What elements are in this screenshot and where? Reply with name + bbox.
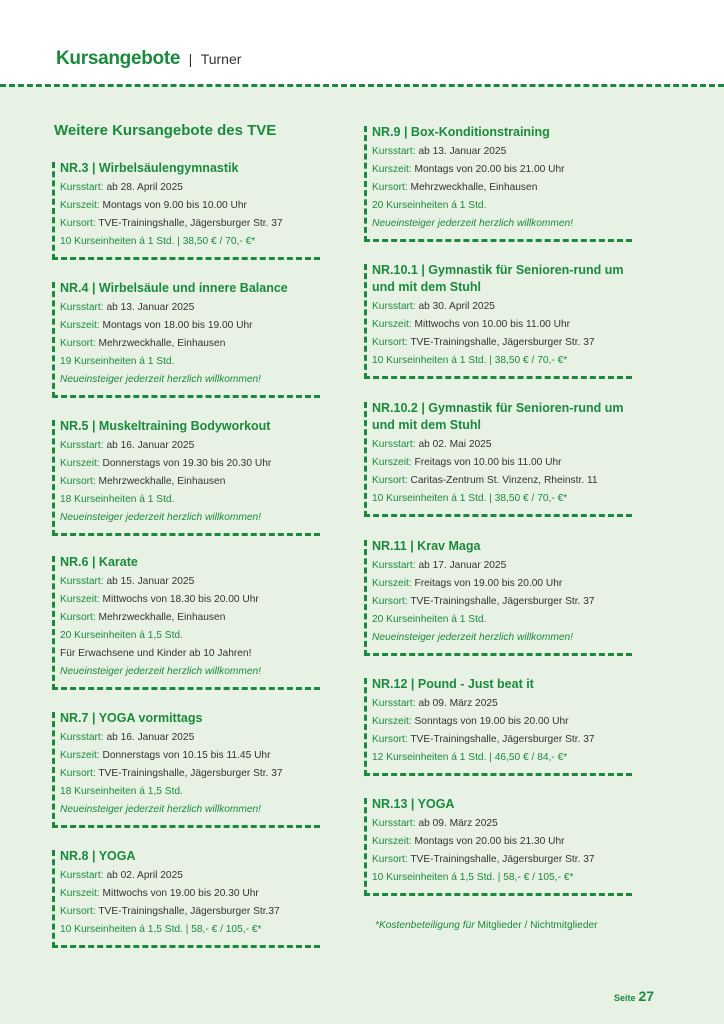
- title-separator: |: [188, 51, 193, 67]
- course-card: [52, 418, 320, 536]
- time-label: Kurszeit:: [372, 716, 412, 727]
- course-price: 10 Kurseinheiten á 1,5 Std. | 58,- € / 105,- €*: [372, 872, 574, 883]
- location-label: Kursort:: [372, 475, 408, 486]
- time-label: Kurszeit:: [60, 458, 100, 469]
- course-start: [372, 557, 632, 575]
- start-label: Kursstart:: [372, 560, 416, 571]
- course-border: [52, 556, 55, 690]
- course-time: [60, 591, 320, 609]
- location-value: Mehrzweckhalle, Einhausen: [98, 476, 226, 487]
- location-label: Kursort:: [60, 612, 96, 623]
- course-divider: [52, 687, 320, 690]
- course-card: [364, 538, 632, 656]
- section-heading: Weitere Kursangebote des TVE: [54, 122, 277, 139]
- location-label: Kursort:: [60, 476, 96, 487]
- start-value: ab 16. Januar 2025: [106, 440, 195, 451]
- course-border: [364, 798, 367, 896]
- course-start: [372, 436, 632, 454]
- start-label: Kursstart:: [60, 732, 104, 743]
- course-time: [372, 454, 632, 472]
- page-number-value: 27: [638, 988, 655, 1004]
- welcome-note: Neueinsteiger jederzeit herzlich willkommen!: [60, 512, 262, 523]
- location-value: TVE-Trainingshalle, Jägersburger Str. 37: [410, 854, 595, 865]
- course-border: [52, 850, 55, 948]
- course-price: 20 Kurseinheiten á 1 Std.: [372, 614, 487, 625]
- header-divider: [0, 84, 724, 87]
- course-location: [60, 903, 320, 921]
- course-start: [372, 143, 632, 161]
- course-title: NR.8 | YOGA: [60, 849, 136, 863]
- title-main: Kursangebote: [56, 48, 181, 69]
- start-label: Kursstart:: [60, 182, 104, 193]
- location-label: Kursort:: [372, 182, 408, 193]
- welcome-note: Neueinsteiger jederzeit herzlich willkommen!: [60, 804, 262, 815]
- course-border: [52, 282, 55, 398]
- course-location: [60, 335, 320, 353]
- start-value: ab 16. Januar 2025: [106, 732, 195, 743]
- course-start: [372, 815, 632, 833]
- course-time: [60, 747, 320, 765]
- course-border: [52, 712, 55, 828]
- course-location: [372, 179, 632, 197]
- welcome-note: Neueinsteiger jederzeit herzlich willkommen!: [372, 218, 574, 229]
- start-value: ab 13. Januar 2025: [418, 146, 507, 157]
- course-card: [364, 400, 632, 517]
- course-title: NR.7 | YOGA vormittags: [60, 711, 203, 725]
- start-value: ab 17. Januar 2025: [418, 560, 507, 571]
- course-border: [52, 420, 55, 536]
- course-card: [52, 848, 320, 948]
- time-value: Montags von 18.00 bis 19.00 Uhr: [102, 320, 253, 331]
- footnote-emphasis: *Kostenbeteiligung für: [375, 920, 475, 931]
- course-card: [52, 554, 320, 690]
- time-value: Donnerstags von 19.30 bis 20.30 Uhr: [102, 458, 272, 469]
- course-time: [60, 455, 320, 473]
- start-value: ab 30. April 2025: [418, 301, 495, 312]
- course-title: NR.5 | Muskeltraining Bodyworkout: [60, 419, 271, 433]
- course-card: [52, 160, 320, 260]
- start-value: ab 13. Januar 2025: [106, 302, 195, 313]
- time-label: Kurszeit:: [60, 888, 100, 899]
- course-price: 10 Kurseinheiten á 1,5 Std. | 58,- € / 105,- €*: [60, 924, 262, 935]
- start-value: ab 09. März 2025: [418, 698, 498, 709]
- course-title: NR.3 | Wirbelsäulengymnastik: [60, 161, 239, 175]
- location-label: Kursort:: [372, 337, 408, 348]
- start-value: ab 02. April 2025: [106, 870, 183, 881]
- course-price: 10 Kurseinheiten á 1 Std. | 38,50 € / 70,- €*: [60, 236, 256, 247]
- course-divider: [364, 239, 632, 242]
- course-border: [364, 402, 367, 517]
- start-label: Kursstart:: [60, 302, 104, 313]
- course-price: 10 Kurseinheiten á 1 Std. | 38,50 € / 70,- €*: [372, 493, 568, 504]
- course-card: [52, 710, 320, 828]
- start-label: Kursstart:: [372, 146, 416, 157]
- location-value: TVE-Trainingshalle, Jägersburger Str. 37: [98, 218, 283, 229]
- start-value: ab 02. Mai 2025: [418, 439, 492, 450]
- course-note: Für Erwachsene und Kinder ab 10 Jahren!: [60, 648, 252, 659]
- course-start: [60, 729, 320, 747]
- course-location: [60, 609, 320, 627]
- time-label: Kurszeit:: [372, 319, 412, 330]
- course-time: [60, 317, 320, 335]
- start-label: Kursstart:: [372, 301, 416, 312]
- course-time: [372, 316, 632, 334]
- course-price: 20 Kurseinheiten á 1,5 Std.: [60, 630, 183, 641]
- course-price: 18 Kurseinheiten á 1,5 Std.: [60, 786, 183, 797]
- course-divider: [364, 514, 632, 517]
- course-time: [372, 575, 632, 593]
- course-title: NR.4 | Wirbelsäule und innere Balance: [60, 281, 288, 295]
- course-location: [372, 731, 632, 749]
- location-value: Mehrzweckhalle, Einhausen: [98, 338, 226, 349]
- footnote: [375, 920, 598, 931]
- location-label: Kursort:: [372, 596, 408, 607]
- course-border: [364, 264, 367, 379]
- start-value: ab 28. April 2025: [106, 182, 183, 193]
- location-value: Mehrzweckhalle, Einhausen: [410, 182, 538, 193]
- course-start: [60, 437, 320, 455]
- course-divider: [364, 653, 632, 656]
- course-location: [60, 215, 320, 233]
- course-price: 19 Kurseinheiten á 1 Std.: [60, 356, 175, 367]
- course-start: [372, 695, 632, 713]
- course-location: [372, 334, 632, 352]
- start-label: Kursstart:: [60, 870, 104, 881]
- course-start: [60, 573, 320, 591]
- course-title: NR.9 | Box-Konditionstraining: [372, 125, 550, 139]
- course-divider: [52, 257, 320, 260]
- welcome-note: Neueinsteiger jederzeit herzlich willkommen!: [60, 666, 262, 677]
- location-label: Kursort:: [372, 734, 408, 745]
- course-title: NR.10.1 | Gymnastik für Senioren-rund um und mit dem Stuhl: [372, 263, 624, 294]
- course-time: [60, 197, 320, 215]
- course-card: [364, 796, 632, 896]
- footnote-text: Mitglieder / Nichtmitglieder: [477, 920, 598, 931]
- course-card: [52, 280, 320, 398]
- location-label: Kursort:: [60, 768, 96, 779]
- start-label: Kursstart:: [60, 576, 104, 587]
- course-start: [60, 299, 320, 317]
- time-label: Kurszeit:: [372, 164, 412, 175]
- course-title: NR.6 | Karate: [60, 555, 138, 569]
- course-divider: [52, 945, 320, 948]
- course-title: NR.11 | Krav Maga: [372, 539, 481, 553]
- course-card: [364, 676, 632, 776]
- course-time: [60, 885, 320, 903]
- time-label: Kurszeit:: [60, 200, 100, 211]
- course-start: [372, 298, 632, 316]
- time-value: Montags von 20.00 bis 21.30 Uhr: [414, 836, 565, 847]
- course-border: [364, 540, 367, 656]
- course-price: 10 Kurseinheiten á 1 Std. | 38,50 € / 70,- €*: [372, 355, 568, 366]
- course-border: [364, 678, 367, 776]
- course-time: [372, 713, 632, 731]
- time-label: Kurszeit:: [60, 320, 100, 331]
- page-label: Seite: [614, 993, 636, 1003]
- location-value: TVE-Trainingshalle, Jägersburger Str. 37: [98, 768, 283, 779]
- time-value: Freitags von 10.00 bis 11.00 Uhr: [414, 457, 562, 468]
- time-value: Donnerstags von 10.15 bis 11.45 Uhr: [102, 750, 271, 761]
- course-location: [372, 472, 632, 490]
- welcome-note: Neueinsteiger jederzeit herzlich willkommen!: [372, 632, 574, 643]
- course-divider: [364, 376, 632, 379]
- start-label: Kursstart:: [372, 439, 416, 450]
- location-value: TVE-Trainingshalle, Jägersburger Str. 37: [410, 337, 595, 348]
- location-value: Caritas-Zentrum St. Vinzenz, Rheinstr. 11: [410, 475, 598, 486]
- welcome-note: Neueinsteiger jederzeit herzlich willkommen!: [60, 374, 262, 385]
- location-label: Kursort:: [60, 338, 96, 349]
- course-price: 18 Kurseinheiten á 1 Std.: [60, 494, 175, 505]
- course-location: [372, 593, 632, 611]
- course-divider: [52, 395, 320, 398]
- course-title: NR.10.2 | Gymnastik für Senioren-rund um und mit dem Stuhl: [372, 401, 624, 432]
- course-location: [60, 473, 320, 491]
- time-value: Mittwochs von 19.00 bis 20.30 Uhr: [102, 888, 259, 899]
- page-title: [56, 48, 241, 70]
- location-value: TVE-Trainingshalle, Jägersburger Str. 37: [410, 596, 595, 607]
- course-card: [364, 262, 632, 379]
- course-border: [52, 162, 55, 260]
- time-value: Sonntags von 19.00 bis 20.00 Uhr: [414, 716, 569, 727]
- location-value: TVE-Trainingshalle, Jägersburger Str.37: [98, 906, 280, 917]
- course-start: [60, 179, 320, 197]
- location-label: Kursort:: [60, 906, 96, 917]
- time-value: Freitags von 19.00 bis 20.00 Uhr: [414, 578, 563, 589]
- start-value: ab 09. März 2025: [418, 818, 498, 829]
- course-location: [60, 765, 320, 783]
- location-value: Mehrzweckhalle, Einhausen: [98, 612, 226, 623]
- course-time: [372, 833, 632, 851]
- course-price: 20 Kurseinheiten á 1 Std.: [372, 200, 487, 211]
- time-label: Kurszeit:: [372, 578, 412, 589]
- location-label: Kursort:: [60, 218, 96, 229]
- time-value: Montags von 9.00 bis 10.00 Uhr: [102, 200, 247, 211]
- course-divider: [52, 533, 320, 536]
- time-value: Mittwochs von 18.30 bis 20.00 Uhr: [102, 594, 259, 605]
- time-label: Kurszeit:: [60, 750, 100, 761]
- page-header: [0, 0, 724, 84]
- time-value: Montags von 20.00 bis 21.00 Uhr: [414, 164, 565, 175]
- title-subtitle: Turner: [200, 51, 242, 67]
- course-border: [364, 126, 367, 242]
- time-label: Kurszeit:: [372, 457, 412, 468]
- course-divider: [52, 825, 320, 828]
- course-location: [372, 851, 632, 869]
- page-number: [614, 988, 654, 1006]
- course-time: [372, 161, 632, 179]
- start-label: Kursstart:: [372, 818, 416, 829]
- course-price: 12 Kurseinheiten á 1 Std. | 46,50 € / 84,- €*: [372, 752, 568, 763]
- location-value: TVE-Trainingshalle, Jägersburger Str. 37: [410, 734, 595, 745]
- time-label: Kurszeit:: [372, 836, 412, 847]
- time-label: Kurszeit:: [60, 594, 100, 605]
- course-title: NR.13 | YOGA: [372, 797, 455, 811]
- course-divider: [364, 893, 632, 896]
- start-label: Kursstart:: [60, 440, 104, 451]
- location-label: Kursort:: [372, 854, 408, 865]
- time-value: Mittwochs von 10.00 bis 11.00 Uhr: [414, 319, 571, 330]
- course-title: NR.12 | Pound - Just beat it: [372, 677, 534, 691]
- start-label: Kursstart:: [372, 698, 416, 709]
- course-start: [60, 867, 320, 885]
- course-divider: [364, 773, 632, 776]
- start-value: ab 15. Januar 2025: [106, 576, 195, 587]
- course-card: [364, 124, 632, 242]
